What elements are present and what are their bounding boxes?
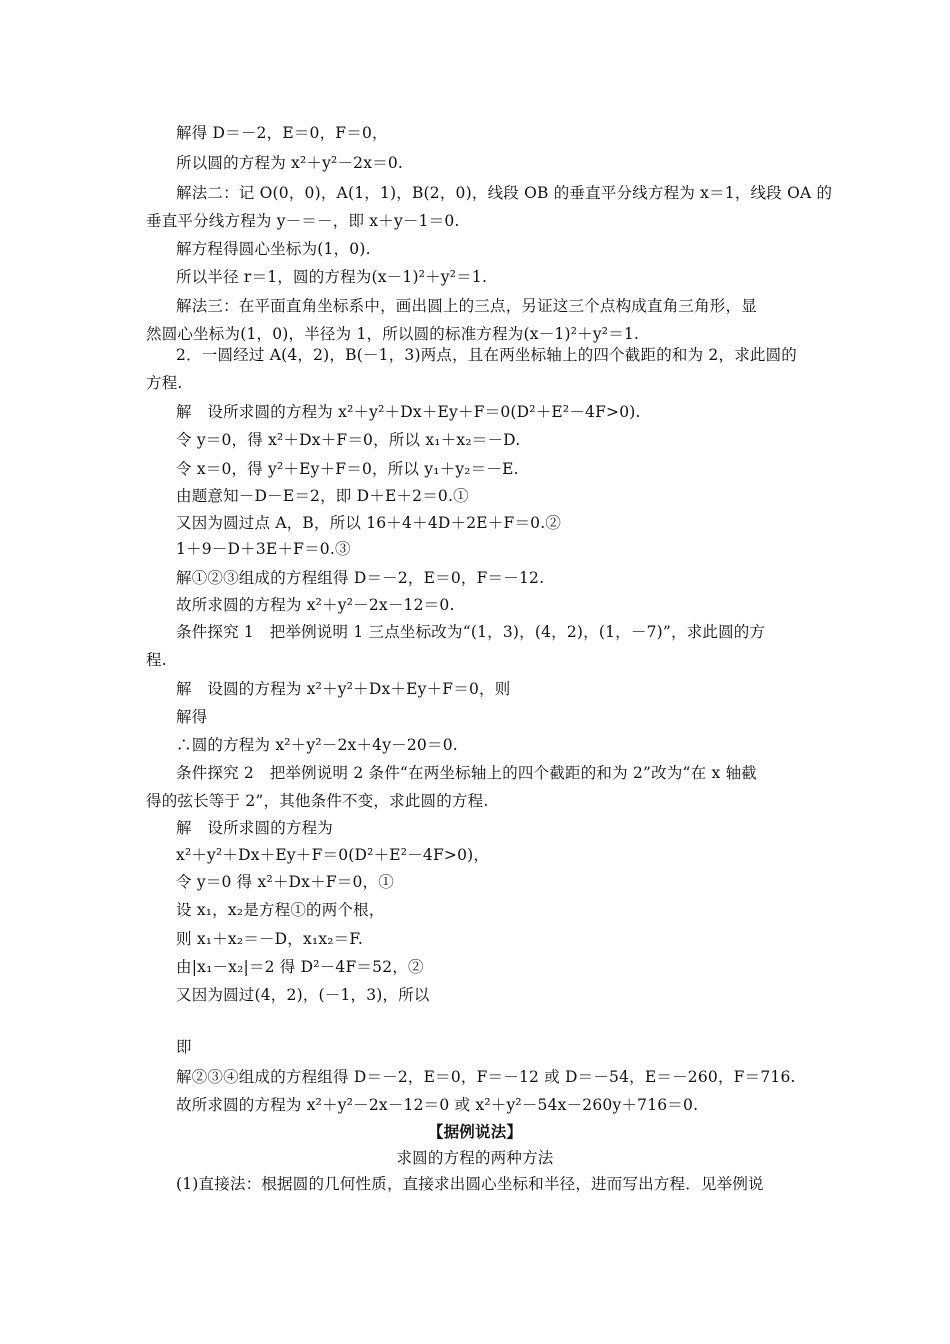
section-heading: 【据例说法】 [427,1123,523,1141]
text-line: 由|x₁－x₂|＝2 得 D²－4F＝52，② [176,958,424,976]
text-line: 解方程得圆心坐标为(1，0). [176,240,371,258]
text-line: 解得 D＝－2，E＝0，F＝0， [176,124,388,142]
text-line: 解 设所求圆的方程为 [176,819,334,837]
text-line: 则 x₁＋x₂＝－D，x₁x₂＝F. [176,930,364,948]
text-line: 解 设圆的方程为 x²＋y²＋Dx＋Ey＋F＝0，则 [176,680,511,698]
text-line: 令 y＝0 得 x²＋Dx＋F＝0，① [176,873,394,891]
text-line: 然圆心坐标为(1，0)，半径为 1，所以圆的标准方程为(x－1)²＋y²＝1. [146,325,640,343]
text-line: 解得 [176,708,208,726]
text-line: 条件探究 1 把举例说明 1 三点坐标改为“(1，3)，(4，2)，(1，－7)”，求此圆的方 [176,623,766,641]
text-line: 解法三：在平面直角坐标系中，画出圆上的三点，另证这三个点构成直角三角形，显 [176,297,757,315]
text-line: 令 x＝0，得 y²＋Ey＋F＝0，所以 y₁＋y₂＝－E. [176,460,519,478]
text-line: 1＋9－D＋3E＋F＝0.③ [176,540,351,558]
text-line: 条件探究 2 把举例说明 2 条件“在两坐标轴上的四个截距的和为 2”改为“在 x 轴截 [176,764,757,782]
text-line: 方程. [146,374,183,392]
text-line: 解法二：记 O(0，0)，A(1，1)，B(2，0)，线段 OB 的垂直平分线方程为 x＝1，线段 OA 的 [176,184,833,202]
text-line: 解 设所求圆的方程为 x²＋y²＋Dx＋Ey＋F＝0(D²＋E²－4F>0). [176,403,641,421]
text-line: ∴圆的方程为 x²＋y²－2x＋4y－20＝0. [176,736,458,754]
text-line: (1)直接法：根据圆的几何性质，直接求出圆心坐标和半径，进而写出方程．见举例说 [176,1175,764,1193]
text-line: 得的弦长等于 2”，其他条件不变，求此圆的方程. [146,792,489,810]
text-line: 所以圆的方程为 x²＋y²－2x＝0. [176,154,404,172]
text-line: 2．一圆经过 A(4，2)，B(－1，3)两点，且在两坐标轴上的四个截距的和为 2，求此圆的 [176,346,797,364]
section-subheading: 求圆的方程的两种方法 [396,1149,554,1167]
text-line: 故所求圆的方程为 x²＋y²－2x－12＝0. [176,596,455,614]
text-line: 解①②③组成的方程组得 D＝－2，E＝0，F＝－12. [176,569,545,587]
text-line: 即 [176,1038,192,1056]
text-line: 设 x₁，x₂是方程①的两个根， [176,901,385,919]
text-line: 垂直平分线方程为 y－＝－，即 x＋y－1＝0. [146,212,460,230]
text-line: 由题意知－D－E＝2，即 D＋E＋2＝0.① [176,487,469,505]
text-line: x²＋y²＋Dx＋Ey＋F＝0(D²＋E²－4F>0)， [176,846,490,864]
text-line: 解②③④组成的方程组得 D＝－2，E＝0，F＝－12 或 D＝－54，E＝－260，F＝716. [176,1068,796,1086]
text-line: 又因为圆过点 A，B，所以 16＋4＋4D＋2E＋F＝0.② [176,514,562,532]
text-line: 程. [146,651,167,669]
text-line: 所以半径 r＝1，圆的方程为(x－1)²＋y²＝1. [176,268,488,286]
text-line: 令 y＝0，得 x²＋Dx＋F＝0，所以 x₁＋x₂＝－D. [176,431,521,449]
text-line: 又因为圆过(4，2)，(－1，3)，所以 [176,986,430,1004]
text-line: 故所求圆的方程为 x²＋y²－2x－12＝0 或 x²＋y²－54x－260y＋716＝0. [176,1096,699,1114]
